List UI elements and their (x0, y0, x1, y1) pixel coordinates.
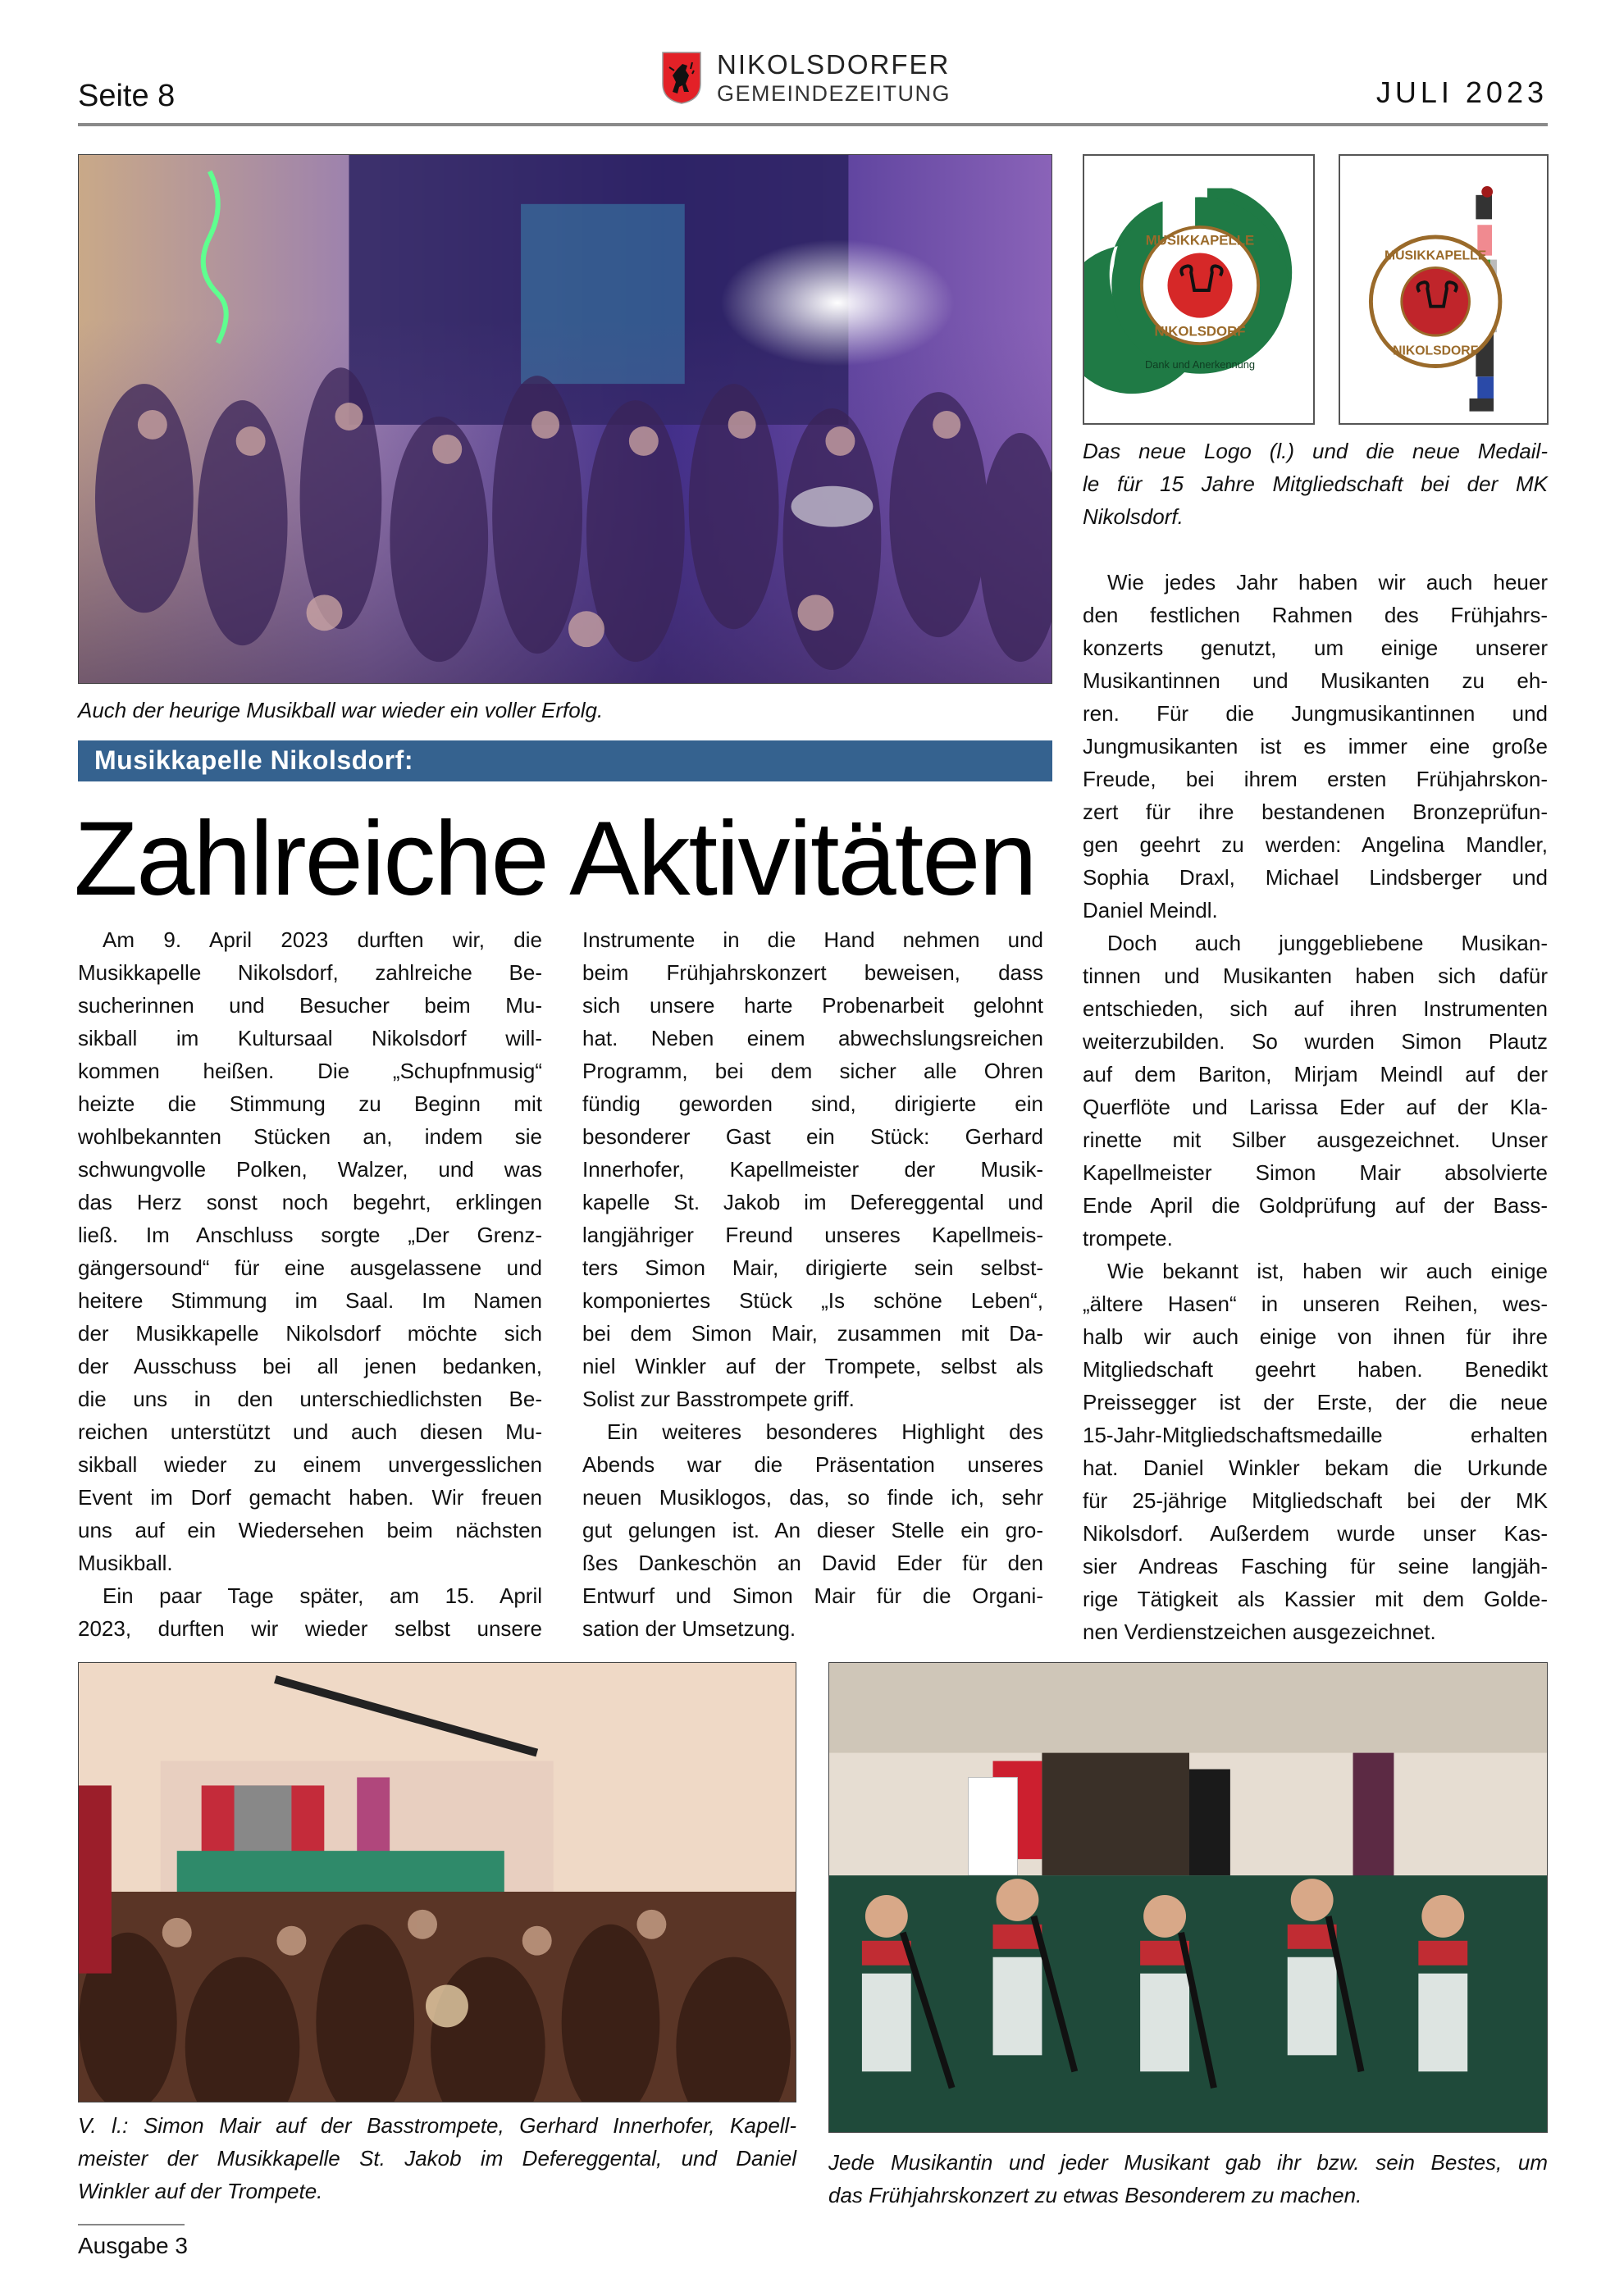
article-line: hat. Neben einem abwechslungsreichen (582, 1026, 1043, 1050)
article-line: Nikolsdorf. Außerdem wurde unser Kas- (1083, 1521, 1548, 1546)
article-line: heitere Stimmung im Saal. Im Namen (78, 1288, 542, 1313)
article-line: Event im Dorf gemacht haben. Wir freuen (78, 1485, 542, 1510)
article-line: den festlichen Rahmen des Frühjahrs- (1083, 603, 1548, 627)
article-line: die uns in den unterschiedlichsten Be- (78, 1387, 542, 1411)
article-headline: Zahlreiche Aktivitäten (74, 800, 1036, 918)
article-line: sikball im Kultursaal Nikolsdorf will- (78, 1026, 542, 1050)
article-line: Musikkapelle Nikolsdorf, zahlreiche Be- (78, 960, 542, 985)
article-line: Programm, bei dem sicher alle Ohren (582, 1059, 1043, 1083)
svg-text:MUSIKKAPELLE: MUSIKKAPELLE (1385, 248, 1487, 263)
coat-of-arms-icon (661, 51, 702, 105)
article-line: Am 9. April 2023 durften wir, die (103, 927, 542, 952)
article-line: ßes Dankeschön an David Eder für den (582, 1551, 1043, 1575)
article-line: für 25-jährige Mitgliedschaft bei der MK (1083, 1488, 1548, 1513)
masthead-subtitle: GEMEINDEZEITUNG (717, 81, 951, 106)
article-line: nen Verdienstzeichen ausgezeichnet. (1083, 1620, 1436, 1644)
article-line: auf dem Bariton, Mirjam Meindl auf der (1083, 1062, 1548, 1086)
concert-stage-caption: V. l.: Simon Mair auf der Basstrompete, Gerhard Innerhofer, Kapell- meister der Musikkapelle St. Jakob im Defereggental, und Daniel Winkler auf der Trompete. (78, 2113, 796, 2203)
article-line: langjähriger Freund unseres Kapellmeis- (582, 1223, 1043, 1247)
article-line: ren. Für die Jungmusikantinnen und (1083, 701, 1548, 726)
article-line: kapelle St. Jakob im Defereggental und (582, 1190, 1043, 1214)
article-line: Querflöte und Larissa Eder auf der Kla- (1083, 1095, 1548, 1119)
issue-number: Ausgabe 3 (78, 2233, 188, 2258)
footer-divider (78, 2224, 185, 2225)
svg-text:NIKOLSDORF: NIKOLSDORF (1154, 323, 1246, 339)
svg-text:Dank und Anerkennung: Dank und Anerkennung (1144, 358, 1256, 371)
article-line: ließ. Im Anschluss sorgte „Der Grenz- (78, 1223, 542, 1247)
article-line: Sophia Draxl, Michael Lindsberger und (1083, 865, 1548, 890)
article-line: „ältere Hasen“ in unseren Reihen, wes- (1083, 1292, 1548, 1316)
masthead (661, 51, 951, 105)
article-line: Jungmusikanten ist es immer eine große (1083, 734, 1548, 758)
article-line: uns auf ein Wiedersehen beim nächsten (78, 1518, 542, 1542)
article-line: Entwurf und Simon Mair für die Organi- (582, 1583, 1043, 1608)
article-line: Abends war die Präsentation unseres (582, 1452, 1043, 1477)
article-line: gen geehrt zu werden: Angelina Mandler, (1083, 832, 1548, 857)
article-line: Doch auch junggebliebene Musikan- (1107, 931, 1548, 955)
article-line: reichen unterstützt und auch diesen Mu- (78, 1419, 542, 1444)
article-line: gängersound“ für eine ausgelassene und (78, 1255, 542, 1280)
article-line: zert für ihre bestandenen Bronzeprüfun- (1083, 800, 1548, 824)
article-line: heizte die Stimmung zu Beginn mit (78, 1091, 542, 1116)
article-line: kommen heißen. Die „Schupfnmusig“ (78, 1059, 542, 1083)
article-line: Ein paar Tage später, am 15. April (103, 1583, 542, 1608)
article-column-3 (1083, 566, 1548, 1648)
article-line: Freude, bei ihrem ersten Frühjahrskon- (1083, 767, 1548, 791)
article-line: Wie jedes Jahr haben wir auch heuer (1107, 570, 1548, 594)
musikkapelle-logo-image (1084, 156, 1316, 423)
article-column-1 (78, 923, 542, 1645)
article-line: rinette mit Silber ausgezeichnet. Unser (1083, 1128, 1548, 1152)
musikball-caption: Auch der heurige Musikball war wieder ein voller Erfolg. (78, 698, 604, 722)
musikball-photo (78, 154, 1052, 684)
masthead-title: NIKOLSDORFER (717, 49, 951, 80)
logo-caption: Das neue Logo (l.) und die neue Medail- le für 15 Jahre Mitgliedschaft bei der MK Nikolsdorf. (1083, 439, 1548, 529)
article-line: wohlbekannten Stücken an, indem sie (78, 1124, 542, 1149)
article-line: das Herz sonst noch begehrt, erklingen (78, 1190, 542, 1214)
section-banner (78, 740, 1052, 781)
article-line: gut gelungen ist. An dieser Stelle ein gro- (582, 1518, 1043, 1542)
article-line: Mitgliedschaft geehrt haben. Benedikt (1083, 1357, 1548, 1382)
article-line: der Ausschuss bei all jenen bedanken, (78, 1354, 542, 1378)
issue-date: JULI 2023 (1375, 75, 1548, 109)
article-line: konzerts genutzt, um einige unserer (1083, 636, 1548, 660)
article-line: sikball wieder zu einem unvergesslichen (78, 1452, 542, 1477)
new-logo-frame (1083, 154, 1315, 425)
article-line: Preissegger ist der Erste, der die neue (1083, 1390, 1548, 1414)
article-line: Ende April die Goldprüfung auf der Bass- (1083, 1193, 1548, 1218)
concert-band-photo (828, 1662, 1548, 2133)
article-line: sucherinnen und Besucher beim Mu- (78, 993, 542, 1018)
article-line: bei dem Simon Mair, zusammen mit Da- (582, 1321, 1043, 1346)
svg-text:MUSIKKAPELLE: MUSIKKAPELLE (1145, 232, 1255, 248)
article-line: neuen Musiklogos, das, so finde ich, sehr (582, 1485, 1043, 1510)
article-line: Kapellmeister Simon Mair absolvierte (1083, 1160, 1548, 1185)
article-line: sier Andreas Fasching für seine langjäh- (1083, 1554, 1548, 1578)
article-column-2 (582, 923, 1043, 1645)
section-kicker: Musikkapelle Nikolsdorf: (94, 745, 413, 775)
concert-band-caption: Jede Musikantin und jeder Musikant gab ihr bzw. sein Bestes, um das Frühjahrskonzert zu etwas Besonderem zu machen. (828, 2150, 1548, 2207)
article-line: sich unsere harte Probenarbeit gelohnt (582, 993, 1043, 1018)
article-line: halb wir auch einige von ihnen für ihre (1083, 1324, 1548, 1349)
article-line: Musikball. (78, 1551, 173, 1575)
article-line: besonderer Gast ein Stück: Gerhard (582, 1124, 1043, 1149)
article-line: trompete. (1083, 1226, 1173, 1250)
page-number: Seite 8 (78, 79, 176, 113)
article-line: Solist zur Basstrompete griff. (582, 1387, 855, 1411)
article-line: entschieden, sich auf ihren Instrumenten (1083, 996, 1548, 1021)
article-line: tinnen und Musikanten haben sich dafür (1083, 963, 1548, 988)
article-line: Ein weiteres besonderes Highlight des (607, 1419, 1043, 1444)
article-line: sation der Umsetzung. (582, 1616, 796, 1641)
svg-text:NIKOLSDORF: NIKOLSDORF (1393, 344, 1479, 358)
article-line: der Musikkapelle Nikolsdorf möchte sich (78, 1321, 542, 1346)
article-line: niel Winkler auf der Trompete, selbst als (582, 1354, 1043, 1378)
membership-medal-image (1340, 156, 1547, 423)
article-line: Daniel Meindl. (1083, 898, 1218, 922)
concert-stage-photo (78, 1662, 796, 2102)
article-line: Wie bekannt ist, haben wir auch einige (1107, 1259, 1548, 1283)
article-line: komponiertes Stück „Is schöne Leben“, (582, 1288, 1043, 1313)
article-line: rige Tätigkeit als Kassier mit dem Golde- (1083, 1587, 1548, 1611)
article-line: schwungvolle Polken, Walzer, und was (78, 1157, 542, 1182)
article-line: 15-Jahr-Mitgliedschaftsmedaille erhalten (1083, 1423, 1548, 1447)
new-medal-frame (1339, 154, 1549, 425)
article-line: Instrumente in die Hand nehmen und (582, 927, 1043, 952)
article-line: weiterzubilden. So wurden Simon Plautz (1083, 1029, 1548, 1054)
article-line: ters Simon Mair, dirigierte sein selbst- (582, 1255, 1043, 1280)
article-line: 2023, durften wir wieder selbst unsere (78, 1616, 542, 1641)
article-line: beim Frühjahrskonzert beweisen, dass (582, 960, 1043, 985)
article-line: hat. Daniel Winkler bekam die Urkunde (1083, 1456, 1548, 1480)
article-line: fündig geworden sind, dirigierte ein (582, 1091, 1043, 1116)
header-divider (78, 123, 1548, 126)
article-line: Musikantinnen und Musikanten zu eh- (1083, 668, 1548, 693)
article-line: Innerhofer, Kapellmeister der Musik- (582, 1157, 1043, 1182)
